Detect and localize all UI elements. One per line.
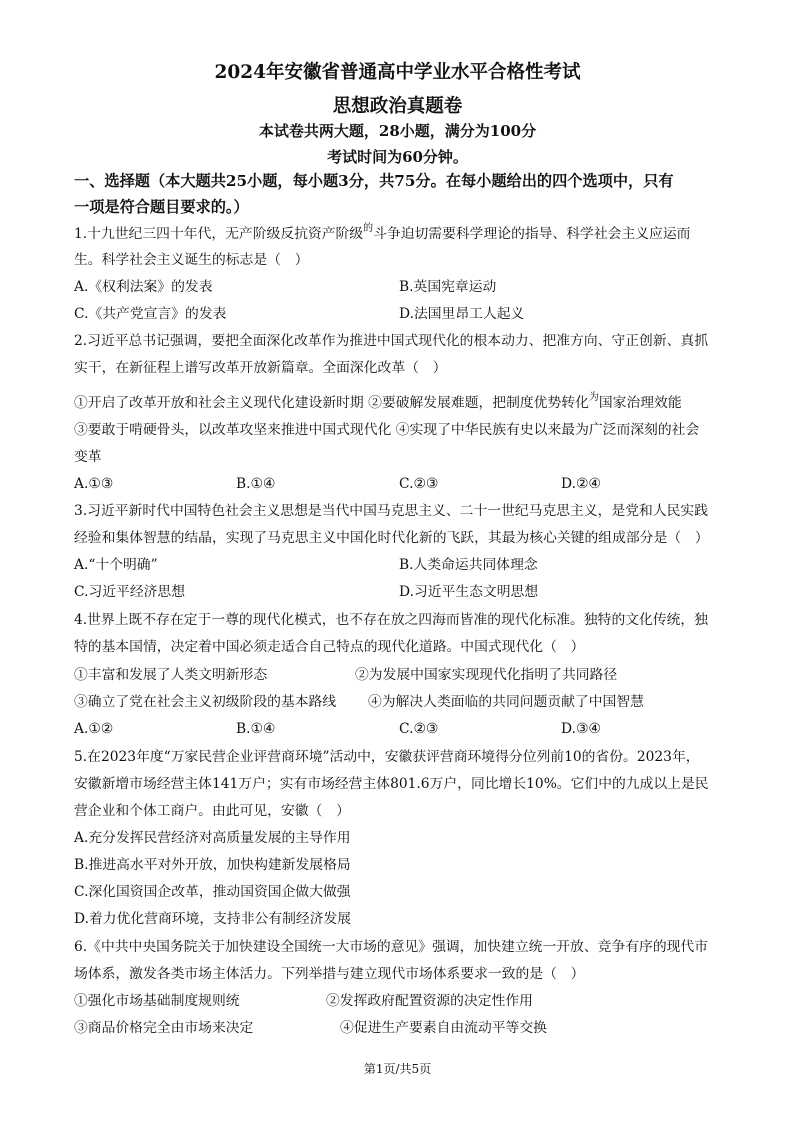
q6-statement3: ③商品价格完全由市场来决定 — [74, 1020, 254, 1036]
section-heading — [74, 168, 734, 220]
question-1-line2: 生。科学社会主义诞生的标志是（ ） — [74, 252, 309, 268]
q4-statement3: ③确立了党在社会主义初级阶段的基本路线 — [74, 694, 337, 710]
q4-statement4: ④为解决人类面临的共同问题贡献了中国智慧 — [368, 694, 644, 710]
q4-statement2: ②为发展中国家实现现代化指明了共同路径 — [355, 667, 618, 683]
q2-option-c: C.②③ — [399, 476, 439, 492]
q3-option-b: B.人类命运共同体理念 — [399, 557, 538, 573]
q1-text-a: 1.十九世纪三四十年代，无产阶级反抗资产阶级 — [74, 226, 364, 242]
question-5-line2: 安徽新增市场经营主体141万户；实有市场经营主体801.6万户，同比增长10%。它们中的九成以上是民 — [74, 776, 709, 792]
q4-option-d: D.③④ — [561, 721, 601, 737]
q1-text-b: 斗争迫切需要科学理论的指导、科学社会主义应运而 — [373, 226, 691, 242]
q2-option-b: B.①④ — [236, 476, 276, 492]
q1-sup: 的 — [363, 223, 374, 234]
q5-option-a: A.充分发挥民营经济对高质量发展的主导作用 — [74, 830, 351, 846]
q2-s1-text-a: ①开启了改革开放和社会主义现代化建设新时期 ②要破解发展难题，把制度优势转化 — [74, 395, 589, 411]
exam-info-scope: 本试卷共两大题，28小题，满分为100分 — [258, 122, 537, 140]
q5-option-b: B.推进高水平对外开放，加快构建新发展格局 — [74, 857, 351, 873]
page-number: 第1页/共5页 — [363, 1062, 432, 1076]
q2-option-d: D.②④ — [561, 476, 601, 492]
q3-option-a: A.“十个明确” — [74, 557, 158, 573]
section-heading-line1: 一、选择题（本大题共25小题，每小题3分，共75分。在每小题给出的四个选项中，只有 — [74, 172, 674, 190]
q5-option-c: C.深化国资国企改革，推动国资国企做大做强 — [74, 884, 351, 900]
q4-statement1: ①丰富和发展了人类文明新形态 — [74, 667, 268, 683]
q2-s1-text-b: 国家治理效能 — [598, 395, 682, 411]
question-2-statement3: 变革 — [74, 449, 102, 465]
q3-option-d: D.习近平生态文明思想 — [399, 584, 539, 600]
question-3-line1: 3.习近平新时代中国特色社会主义思想是当代中国马克思主义、二十一世纪马克思主义，是党和人民实践 — [74, 503, 709, 519]
q2-option-a: A.①③ — [74, 476, 114, 492]
q1-option-a: A.《权利法案》的发表 — [74, 279, 213, 295]
q4-option-b: B.①④ — [236, 721, 276, 737]
question-6-line2: 场体系，激发各类市场主体活力。下列举措与建立现代市场体系要求一致的是（ ） — [74, 966, 585, 982]
q4-option-c: C.②③ — [399, 721, 439, 737]
q1-option-c: C.《共产党宣言》的发表 — [74, 306, 227, 322]
question-2-line2: 实干，在新征程上谱写改革开放新篇章。全面深化改革（ ） — [74, 360, 447, 376]
q2-s1-sup: 为 — [588, 392, 599, 403]
q6-statement1: ①强化市场基础制度规则统 — [74, 993, 240, 1009]
question-2-statement2: ③要敢于啃硬骨头，以改革攻坚来推进中国式现代化 ④实现了中华民族有史以来最为广泛而深刻的社会 — [74, 422, 700, 438]
q6-statement2: ②发挥政府配置资源的决定性作用 — [326, 993, 533, 1009]
q4-option-a: A.①② — [74, 721, 114, 737]
question-4-line1: 4.世界上既不存在定于一尊的现代化模式，也不存在放之四海而皆准的现代化标准。独特的文化传统，独 — [74, 612, 709, 628]
q6-statement4: ④促进生产要素自由流动平等交换 — [340, 1020, 547, 1036]
question-4-line2: 特的基本国情，决定着中国必须走适合自己特点的现代化道路。中国式现代化（ ） — [74, 639, 585, 655]
exam-subtitle: 思想政治真题卷 — [332, 96, 463, 117]
question-6-line1: 6.《中共中央国务院关于加快建设全国统一大市场的意见》强调，加快建立统一开放、竞争有序的现代市 — [74, 939, 709, 955]
question-3-line2: 经验和集体智慧的结晶，实现了马克思主义中国化时代化新的飞跃，其最为核心关键的组成部分是（ ） — [74, 530, 709, 546]
question-1-line1 — [74, 224, 734, 246]
exam-info-time: 考试时间为60分钟。 — [327, 148, 468, 166]
question-2-line1: 2.习近平总书记强调，要把全面深化改革作为推进中国式现代化的根本动力、把准方向、守正创新、真抓 — [74, 333, 709, 349]
q3-option-c: C.习近平经济思想 — [74, 584, 186, 600]
question-5-line1: 5.在2023年度“万家民营企业评营商环境”活动中，安徽获评营商环境得分位列前10的省份。2023年， — [74, 749, 700, 765]
q5-option-d: D.着力优化营商环境，支持非公有制经济发展 — [74, 911, 352, 927]
question-5-line3: 营企业和个体工商户。由此可见，安徽（ ） — [74, 803, 350, 819]
question-2-statement1 — [74, 393, 734, 415]
q1-option-d: D.法国里昂工人起义 — [399, 306, 525, 322]
q1-option-b: B.英国宪章运动 — [399, 279, 497, 295]
section-heading-line2: 一项是符合题目要求的。） — [74, 198, 249, 216]
exam-title: 2024年安徽省普通高中学业水平合格性考试 — [214, 62, 581, 83]
